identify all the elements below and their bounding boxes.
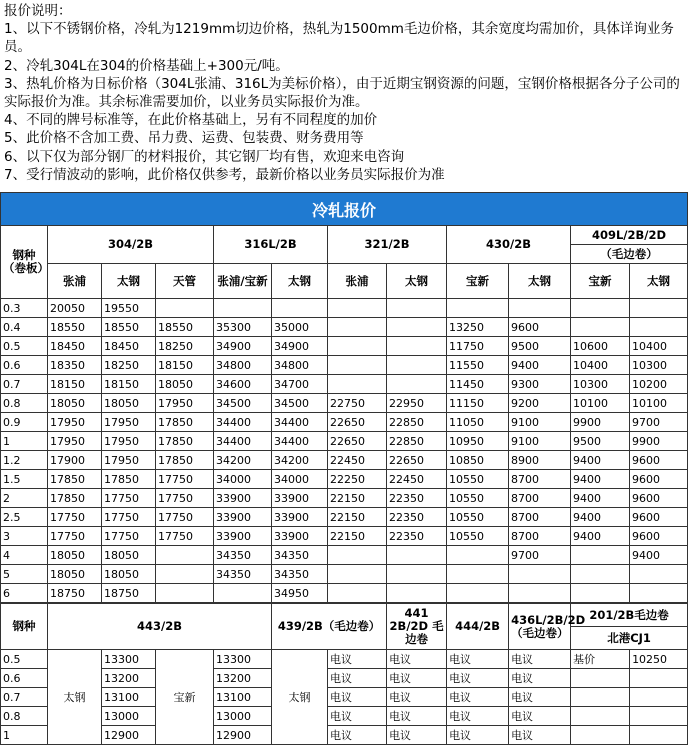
price-cell: 18450 (102, 337, 156, 356)
thickness-cell: 6 (1, 584, 48, 603)
price-cell: 9400 (571, 451, 630, 470)
price-cell: 33900 (214, 508, 272, 527)
thickness-cell: 0.7 (1, 375, 48, 394)
price-cell: 17950 (48, 432, 102, 451)
price-cell: 22850 (387, 413, 447, 432)
price-cell: 22350 (387, 508, 447, 527)
price-cell: 电议 (328, 726, 387, 745)
mill-header: 张浦/宝新 (214, 264, 272, 299)
price-cell: 13200 (214, 669, 272, 688)
price-cell (630, 584, 688, 603)
price-cell: 基价 (571, 650, 630, 669)
price-cell: 10300 (571, 375, 630, 394)
price-cell (509, 299, 571, 318)
price-cell: 18050 (102, 394, 156, 413)
price-cell (387, 584, 447, 603)
price-cell (387, 356, 447, 375)
price-cell: 17850 (156, 432, 214, 451)
price-cell: 13200 (102, 669, 156, 688)
price-cell: 9600 (630, 527, 688, 546)
price-cell: 电议 (447, 707, 509, 726)
table-row (1, 451, 688, 470)
price-cell: 34800 (272, 356, 328, 375)
price-cell: 电议 (328, 650, 387, 669)
price-cell (571, 318, 630, 337)
table-row (1, 650, 688, 669)
table-row (1, 688, 688, 707)
price-cell: 18050 (48, 565, 102, 584)
table-row (1, 565, 688, 584)
price-cell: 18150 (156, 356, 214, 375)
price-cell: 17850 (48, 489, 102, 508)
price-cell: 18050 (48, 394, 102, 413)
price-cell: 18150 (102, 375, 156, 394)
price-cell (571, 299, 630, 318)
thickness-cell: 0.8 (1, 394, 48, 413)
mill-cell-taigang: 太钢 (48, 650, 102, 745)
group-430: 430/2B (447, 226, 571, 264)
price-cell: 34900 (214, 337, 272, 356)
price-cell: 电议 (509, 669, 571, 688)
price-cell: 13000 (214, 707, 272, 726)
price-cell: 34400 (214, 413, 272, 432)
mill-cell-baoxin: 宝新 (156, 650, 214, 745)
price-cell (571, 669, 630, 688)
price-cell: 18750 (102, 584, 156, 603)
price-cell: 34500 (214, 394, 272, 413)
price-cell: 33900 (272, 527, 328, 546)
price-cell: 18250 (102, 356, 156, 375)
thickness-cell: 4 (1, 546, 48, 565)
group-409l: 409L/2B/2D (571, 226, 688, 245)
price-cell: 电议 (387, 707, 447, 726)
price-cell: 34350 (214, 565, 272, 584)
price-cell: 34500 (272, 394, 328, 413)
thickness-cell: 0.6 (1, 356, 48, 375)
thickness-cell: 0.7 (1, 688, 48, 707)
note-line: 2、冷轧304L在304的价格基础上+300元/吨。 (4, 57, 289, 74)
price-cell (328, 565, 387, 584)
price-cell (387, 337, 447, 356)
price-cell: 8700 (509, 489, 571, 508)
price-cell: 18050 (102, 546, 156, 565)
price-cell (387, 546, 447, 565)
price-cell: 17850 (102, 470, 156, 489)
mill-header: 太钢 (387, 264, 447, 299)
table-row (1, 669, 688, 688)
thickness-cell: 0.3 (1, 299, 48, 318)
thickness-cell: 2.5 (1, 508, 48, 527)
group-444: 444/2B (447, 604, 509, 650)
price-cell: 34950 (272, 584, 328, 603)
price-cell: 17750 (102, 508, 156, 527)
price-cell: 34800 (214, 356, 272, 375)
price-cell: 电议 (509, 707, 571, 726)
thickness-cell: 0.9 (1, 413, 48, 432)
price-cell: 11550 (447, 356, 509, 375)
table-row (1, 726, 688, 745)
mill-header: 宝新 (447, 264, 509, 299)
price-cell: 9600 (630, 489, 688, 508)
price-cell: 18350 (48, 356, 102, 375)
price-cell: 34350 (272, 546, 328, 565)
price-cell: 11150 (447, 394, 509, 413)
price-cell: 33900 (214, 489, 272, 508)
price-cell: 9500 (509, 337, 571, 356)
price-cell (328, 318, 387, 337)
price-cell: 8700 (509, 527, 571, 546)
group-201: 201/2B毛边卷 (571, 604, 688, 627)
price-cell: 13100 (102, 688, 156, 707)
price-cell: 22650 (328, 432, 387, 451)
price-cell: 9200 (509, 394, 571, 413)
price-cell: 22450 (328, 451, 387, 470)
price-cell: 18450 (48, 337, 102, 356)
mill-header: 张浦 (328, 264, 387, 299)
price-cell (447, 565, 509, 584)
price-cell: 34000 (272, 470, 328, 489)
price-cell (387, 375, 447, 394)
price-cell: 17850 (156, 451, 214, 470)
table-title: 冷轧报价 (1, 193, 688, 226)
note-line: 报价说明： (4, 3, 72, 19)
price-cell: 9400 (571, 489, 630, 508)
price-cell: 9400 (571, 508, 630, 527)
price-cell (630, 726, 688, 745)
price-cell: 电议 (447, 650, 509, 669)
price-cell: 22750 (328, 394, 387, 413)
price-cell: 18550 (102, 318, 156, 337)
thickness-cell: 0.5 (1, 337, 48, 356)
group-436l: 436L/2B/2D（毛边卷） (509, 604, 571, 650)
price-cell (571, 688, 630, 707)
group-441: 441 2B/2D 毛边卷 (387, 604, 447, 650)
price-cell: 电议 (387, 726, 447, 745)
price-cell: 22650 (328, 413, 387, 432)
price-notes (0, 0, 687, 192)
price-cell: 22250 (328, 470, 387, 489)
price-cell: 12900 (102, 726, 156, 745)
table-row (1, 432, 688, 451)
table-row (1, 489, 688, 508)
price-cell: 8700 (509, 470, 571, 489)
price-cell: 13300 (102, 650, 156, 669)
cold-rolled-price-table (0, 192, 688, 603)
price-cell: 10300 (630, 356, 688, 375)
other-grades-price-table (0, 603, 688, 745)
price-cell: 10100 (630, 394, 688, 413)
table-row (1, 337, 688, 356)
price-cell: 8900 (509, 451, 571, 470)
price-cell (630, 707, 688, 726)
price-cell: 9400 (571, 527, 630, 546)
price-cell (630, 318, 688, 337)
price-cell: 10550 (447, 527, 509, 546)
price-cell: 10550 (447, 470, 509, 489)
price-cell: 18550 (156, 318, 214, 337)
price-cell (272, 299, 328, 318)
group-304: 304/2B (48, 226, 214, 264)
price-cell: 13100 (214, 688, 272, 707)
price-cell: 9100 (509, 432, 571, 451)
price-cell: 13250 (447, 318, 509, 337)
thickness-cell: 1.5 (1, 470, 48, 489)
price-cell: 35300 (214, 318, 272, 337)
group-201-sub: 北港CJ1 (571, 627, 688, 650)
group-439: 439/2B（毛边卷） (272, 604, 387, 650)
price-cell (447, 299, 509, 318)
price-cell: 33900 (272, 508, 328, 527)
price-cell (509, 584, 571, 603)
price-cell: 9300 (509, 375, 571, 394)
table-row (1, 318, 688, 337)
price-cell: 11450 (447, 375, 509, 394)
price-cell: 13000 (102, 707, 156, 726)
price-cell: 18550 (48, 318, 102, 337)
price-cell: 13300 (214, 650, 272, 669)
price-cell (630, 669, 688, 688)
note-line: 3、热轧价格为日标价格（304L张浦、316L为美标价格），由于近期宝钢资源的问题，宝钢价格根据各分子公司的实际报价为准。其余标准需要加价，以业务员实际报价为准。 (4, 75, 680, 111)
price-cell: 22350 (387, 527, 447, 546)
price-cell: 17750 (102, 527, 156, 546)
price-cell (630, 299, 688, 318)
group-321: 321/2B (328, 226, 447, 264)
price-cell: 17750 (156, 508, 214, 527)
mill-header: 太钢 (102, 264, 156, 299)
mill-header: 天管 (156, 264, 214, 299)
price-cell: 17750 (156, 527, 214, 546)
price-cell: 17750 (48, 508, 102, 527)
price-cell: 10100 (571, 394, 630, 413)
price-cell: 电议 (387, 669, 447, 688)
grade-header-2: 钢种 (1, 604, 48, 650)
price-cell (447, 546, 509, 565)
price-cell: 22150 (328, 527, 387, 546)
price-cell: 17950 (102, 451, 156, 470)
price-cell: 电议 (509, 726, 571, 745)
price-cell: 10600 (571, 337, 630, 356)
price-cell: 9400 (630, 546, 688, 565)
table-row (1, 413, 688, 432)
price-cell: 34000 (214, 470, 272, 489)
price-cell: 10250 (630, 650, 688, 669)
thickness-cell: 0.6 (1, 669, 48, 688)
price-cell: 9900 (630, 432, 688, 451)
price-cell: 17750 (156, 489, 214, 508)
price-cell (387, 299, 447, 318)
price-cell (328, 584, 387, 603)
note-line: 5、此价格不含加工费、吊力费、运费、包装费、财务费用等 (4, 130, 364, 147)
price-cell: 10400 (630, 337, 688, 356)
note-line: 4、不同的牌号标准等，在此价格基础上，另有不同程度的加价 (4, 112, 378, 129)
price-cell: 17950 (102, 432, 156, 451)
price-cell (156, 584, 214, 603)
table-row (1, 299, 688, 318)
price-cell: 9600 (630, 470, 688, 489)
price-cell (214, 299, 272, 318)
price-cell (571, 707, 630, 726)
grade-header: 钢种（卷板） (1, 226, 48, 299)
price-cell: 8700 (509, 508, 571, 527)
table-row (1, 470, 688, 489)
group-409l-sub: （毛边卷） (571, 245, 688, 264)
price-cell (630, 688, 688, 707)
price-cell (328, 299, 387, 318)
price-cell: 10550 (447, 508, 509, 527)
price-cell: 12900 (214, 726, 272, 745)
price-cell (156, 565, 214, 584)
price-cell: 18750 (48, 584, 102, 603)
price-cell: 电议 (387, 650, 447, 669)
price-cell: 17850 (48, 470, 102, 489)
thickness-cell: 0.8 (1, 707, 48, 726)
price-cell: 10550 (447, 489, 509, 508)
mill-header: 太钢 (630, 264, 688, 299)
price-cell: 17750 (156, 470, 214, 489)
price-cell (328, 337, 387, 356)
price-cell: 34350 (272, 565, 328, 584)
group-316l: 316L/2B (214, 226, 328, 264)
price-cell: 33900 (214, 527, 272, 546)
price-cell: 9900 (571, 413, 630, 432)
table-row (1, 508, 688, 527)
price-cell (509, 565, 571, 584)
price-cell: 电议 (509, 650, 571, 669)
table-row (1, 546, 688, 565)
mill-header: 太钢 (509, 264, 571, 299)
price-cell: 电议 (447, 688, 509, 707)
note-line: 6、以下仅为部分钢厂的材料报价，其它钢厂均有售，欢迎来电咨询 (4, 148, 405, 165)
price-cell: 11050 (447, 413, 509, 432)
price-cell: 22450 (387, 470, 447, 489)
price-cell: 9600 (630, 451, 688, 470)
mill-header: 太钢 (272, 264, 328, 299)
price-cell (571, 726, 630, 745)
thickness-cell: 2 (1, 489, 48, 508)
price-cell: 17750 (48, 527, 102, 546)
price-cell: 电议 (447, 669, 509, 688)
price-cell (630, 565, 688, 584)
price-cell: 34400 (214, 432, 272, 451)
price-cell: 10400 (571, 356, 630, 375)
price-cell: 电议 (447, 726, 509, 745)
table-row (1, 584, 688, 603)
price-cell (328, 356, 387, 375)
thickness-cell: 0.5 (1, 650, 48, 669)
price-cell: 33900 (272, 489, 328, 508)
thickness-cell: 1 (1, 726, 48, 745)
price-cell: 34700 (272, 375, 328, 394)
price-cell: 22850 (387, 432, 447, 451)
price-cell: 电议 (387, 688, 447, 707)
thickness-cell: 1.2 (1, 451, 48, 470)
price-cell: 17950 (102, 413, 156, 432)
mill-cell-taigang-439: 太钢 (272, 650, 328, 745)
table-row (1, 707, 688, 726)
price-cell: 34400 (272, 413, 328, 432)
price-cell: 11750 (447, 337, 509, 356)
price-cell (571, 546, 630, 565)
price-cell: 9100 (509, 413, 571, 432)
table-row (1, 394, 688, 413)
price-cell: 18050 (48, 546, 102, 565)
price-cell: 电议 (509, 688, 571, 707)
price-cell (214, 584, 272, 603)
mill-header: 宝新 (571, 264, 630, 299)
price-cell (447, 584, 509, 603)
price-cell (387, 565, 447, 584)
price-cell (571, 565, 630, 584)
price-cell: 22950 (387, 394, 447, 413)
price-cell: 9400 (509, 356, 571, 375)
price-cell: 9700 (509, 546, 571, 565)
price-cell (387, 318, 447, 337)
price-cell: 22350 (387, 489, 447, 508)
price-cell (156, 546, 214, 565)
price-cell: 10850 (447, 451, 509, 470)
price-cell: 9600 (630, 508, 688, 527)
price-cell: 35000 (272, 318, 328, 337)
price-cell: 18250 (156, 337, 214, 356)
price-cell: 17850 (156, 413, 214, 432)
price-cell: 34200 (272, 451, 328, 470)
price-cell: 20050 (48, 299, 102, 318)
price-cell: 34400 (272, 432, 328, 451)
price-cell: 9500 (571, 432, 630, 451)
price-cell: 17900 (48, 451, 102, 470)
price-cell: 34600 (214, 375, 272, 394)
price-cell: 18050 (156, 375, 214, 394)
price-cell: 10950 (447, 432, 509, 451)
price-cell: 电议 (328, 707, 387, 726)
price-cell: 电议 (328, 688, 387, 707)
price-cell: 34350 (214, 546, 272, 565)
price-cell (571, 584, 630, 603)
table-row (1, 356, 688, 375)
table-row (1, 375, 688, 394)
group-443: 443/2B (48, 604, 272, 650)
thickness-cell: 3 (1, 527, 48, 546)
note-line: 7、受行情波动的影响，此价格仅供参考，最新价格以业务员实际报价为准 (4, 166, 445, 183)
price-cell: 19550 (102, 299, 156, 318)
thickness-cell: 0.4 (1, 318, 48, 337)
price-cell (328, 375, 387, 394)
thickness-cell: 1 (1, 432, 48, 451)
price-cell: 17750 (102, 489, 156, 508)
price-cell (156, 299, 214, 318)
price-cell: 34200 (214, 451, 272, 470)
price-cell: 9600 (509, 318, 571, 337)
price-cell: 34900 (272, 337, 328, 356)
price-cell: 22650 (387, 451, 447, 470)
price-cell: 9700 (630, 413, 688, 432)
thickness-cell: 5 (1, 565, 48, 584)
price-cell: 17950 (48, 413, 102, 432)
price-cell: 10200 (630, 375, 688, 394)
note-line: 1、以下不锈钢价格，冷轧为1219mm切边价格，热轧为1500mm毛边价格，其余宽度均需加价，具体详询业务员。 (4, 21, 674, 56)
price-cell: 22150 (328, 508, 387, 527)
price-cell: 18050 (102, 565, 156, 584)
price-cell: 9400 (571, 470, 630, 489)
price-cell: 电议 (328, 669, 387, 688)
mill-header: 张浦 (48, 264, 102, 299)
price-cell: 17950 (156, 394, 214, 413)
price-cell (328, 546, 387, 565)
price-cell: 18150 (48, 375, 102, 394)
table-row (1, 527, 688, 546)
price-cell: 22150 (328, 489, 387, 508)
